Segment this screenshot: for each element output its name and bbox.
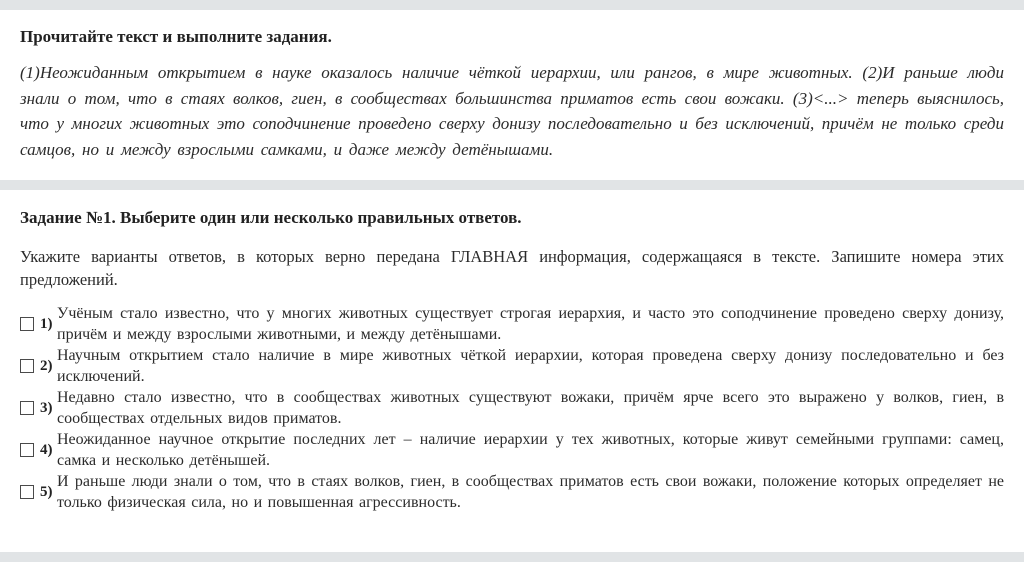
option-3-lead (20, 400, 57, 417)
answer-option-5 (20, 471, 1004, 513)
option-4-number: 4) (40, 441, 53, 458)
answer-option-4 (20, 429, 1004, 471)
passage-text: (1)Неожиданным открытием в науке оказалось наличие чёткой иерархии, или рангов, в мире животных. (2)И раньше люди знали о том, что в стаях волков, гиен, в сообществах большинства приматов есть свои вожаки. (3)<...> теперь выяснилось, что у многих животных это соподчинение проведено сверху донизу последовательно и без исключений, причём не только среди самцов, но и между взрослыми самками, и даже между детёнышами. (20, 63, 1004, 159)
option-2-text: Научным открытием стало наличие в мире животных чёткой иерархии, которая проведена сверху донизу последовательно и без исключений. (57, 347, 1004, 385)
option-5-text: И раньше люди знали о том, что в стаях волков, гиен, в сообществах приматов есть свои вожаки, положение которых определяет не только физическая сила, но и повышенная агрессивность. (57, 473, 1004, 511)
option-2-lead (20, 358, 57, 375)
option-1-checkbox[interactable] (20, 317, 34, 331)
option-1-number: 1) (40, 315, 53, 332)
option-5-lead (20, 484, 57, 501)
option-4-text: Неожиданное научное открытие последних лет – наличие иерархии у тех животных, которые живут семейными группами: самец, самка и несколько детёнышей. (57, 431, 1004, 469)
task-panel (0, 190, 1024, 552)
answer-option-1 (20, 303, 1004, 345)
option-1-text: Учёным стало известно, что у многих животных существует строгая иерархия, и часто это соподчинение проведено сверху донизу, причём и между взрослыми животными, и между детёнышами. (57, 305, 1004, 343)
option-3-number: 3) (40, 399, 53, 416)
answer-option-2 (20, 345, 1004, 387)
option-2-number: 2) (40, 357, 53, 374)
option-3-checkbox[interactable] (20, 401, 34, 415)
option-5-checkbox[interactable] (20, 485, 34, 499)
option-4-lead (20, 442, 57, 459)
task-instruction: Укажите варианты ответов, в которых верно передана ГЛАВНАЯ информация, содержащаяся в тексте. Запишите номера этих предложений. (20, 247, 1004, 289)
reading-text-panel (0, 10, 1024, 180)
answer-options (20, 303, 1004, 513)
option-1-lead (20, 316, 57, 333)
task-title: Задание №1. Выберите один или несколько правильных ответов. (20, 208, 522, 227)
option-5-number: 5) (40, 483, 53, 500)
option-4-checkbox[interactable] (20, 443, 34, 457)
option-2-checkbox[interactable] (20, 359, 34, 373)
option-3-text: Недавно стало известно, что в сообществах животных существуют вожаки, причём ярче всего это выражено у волков, гиен, в сообществах отдельных видов приматов. (57, 389, 1004, 427)
answer-option-3 (20, 387, 1004, 429)
reading-panel-title: Прочитайте текст и выполните задания. (20, 27, 332, 46)
